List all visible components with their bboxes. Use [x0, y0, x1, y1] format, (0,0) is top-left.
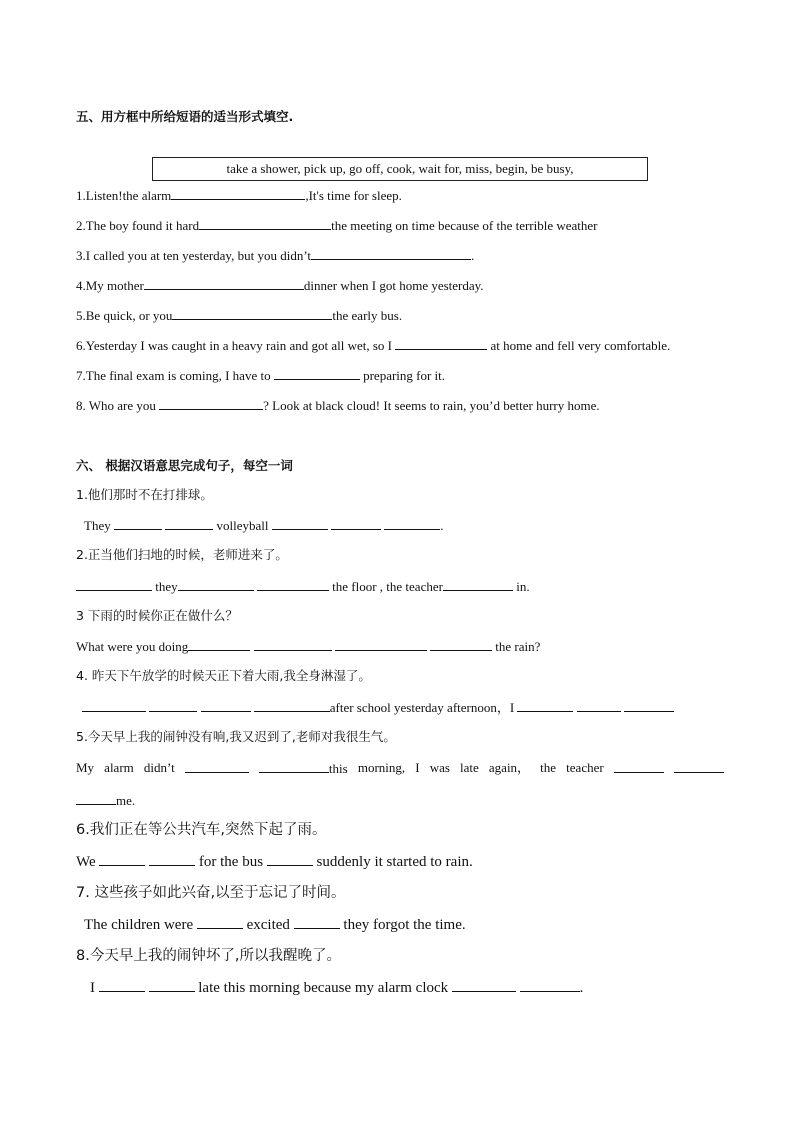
blank[interactable]	[114, 517, 162, 530]
q2-chinese: 2.正当他们扫地的时候，老师进来了。	[76, 547, 288, 562]
blank[interactable]	[259, 760, 329, 773]
blank[interactable]	[165, 517, 213, 530]
q1-chinese: 1.他们那时不在打排球。	[76, 487, 213, 502]
s5-item-4: 4.My mother dinner when I got home yesterday.	[76, 278, 484, 293]
blank[interactable]	[452, 979, 516, 992]
q1-english: They volleyball .	[84, 518, 444, 533]
blank[interactable]	[76, 792, 116, 805]
blank[interactable]	[331, 517, 381, 530]
blank[interactable]	[159, 397, 263, 410]
s5-item-8: 8. Who are you ? Look at black cloud! It seems to rain, you’d better hurry home.	[76, 398, 600, 413]
q2-english: they the floor , the teacher in.	[76, 578, 530, 595]
blank[interactable]	[311, 247, 471, 260]
blank[interactable]	[335, 638, 427, 651]
word-box: take a shower, pick up, go off, cook, wait for, miss, begin, be busy,	[152, 157, 648, 181]
s5-item-2: 2.The boy found it hard the meeting on time because of the terrible weather	[76, 218, 598, 233]
blank[interactable]	[384, 517, 440, 530]
blank[interactable]	[674, 760, 724, 773]
blank[interactable]	[178, 578, 254, 591]
q5-english-cont: me.	[76, 792, 135, 809]
q5-english: My alarm didn’t this morning, I was late again， the teacher	[76, 760, 724, 777]
q7-english: The children were excited they forgot the time.	[84, 917, 466, 933]
q3-english: What were you doing the rain?	[76, 639, 541, 654]
section6-title: 六、 根据汉语意思完成句子，每空一词	[76, 458, 293, 473]
blank[interactable]	[171, 187, 305, 200]
blank[interactable]	[624, 699, 674, 712]
blank[interactable]	[254, 638, 332, 651]
blank[interactable]	[99, 853, 145, 866]
blank[interactable]	[197, 916, 243, 929]
section5-title: 五、用方框中所给短语的适当形式填空.	[76, 109, 294, 124]
q7-chinese: 7. 这些孩子如此兴奋,以至于忘记了时间。	[76, 885, 346, 901]
s5-item-5: 5.Be quick, or you the early bus.	[76, 308, 403, 323]
blank[interactable]	[614, 760, 664, 773]
q4-chinese: 4. 昨天下午放学的时候天正下着大雨,我全身淋湿了。	[76, 668, 371, 683]
blank[interactable]	[517, 699, 573, 712]
blank[interactable]	[577, 699, 621, 712]
blank[interactable]	[188, 638, 250, 651]
q8-english: I late this morning because my alarm clock .	[90, 980, 584, 996]
blank[interactable]	[395, 337, 487, 350]
blank[interactable]	[185, 760, 249, 773]
blank[interactable]	[272, 517, 328, 530]
blank[interactable]	[267, 853, 313, 866]
q6-english: We for the bus suddenly it started to rain.	[76, 854, 473, 870]
blank[interactable]	[76, 578, 152, 591]
s5-item-7: 7.The final exam is coming, I have to preparing for it.	[76, 368, 446, 383]
q5-chinese: 5.今天早上我的闹钟没有响,我又迟到了,老师对我很生气。	[76, 729, 396, 744]
q3-chinese: 3 下雨的时候你正在做什么？	[76, 608, 238, 623]
blank[interactable]	[149, 979, 195, 992]
blank[interactable]	[274, 367, 360, 380]
q4-english: after school yesterday afternoon，I	[82, 699, 674, 716]
blank[interactable]	[257, 578, 329, 591]
q8-chinese: 8.今天早上我的闹钟坏了,所以我醒晚了。	[76, 948, 341, 964]
blank[interactable]	[294, 916, 340, 929]
blank[interactable]	[144, 277, 304, 290]
blank[interactable]	[430, 638, 492, 651]
blank[interactable]	[99, 979, 145, 992]
s5-item-1: 1.Listen!the alarm ,It's time for sleep.	[76, 188, 402, 203]
s5-item-6: 6.Yesterday I was caught in a heavy rain and got all wet, so I at home and fell very comfortable.	[76, 338, 671, 353]
blank[interactable]	[520, 979, 580, 992]
blank[interactable]	[149, 699, 197, 712]
blank[interactable]	[172, 307, 332, 320]
blank[interactable]	[149, 853, 195, 866]
blank[interactable]	[201, 699, 251, 712]
blank[interactable]	[82, 699, 146, 712]
s5-item-3: 3.I called you at ten yesterday, but you didn’t .	[76, 248, 475, 263]
blank[interactable]	[254, 699, 330, 712]
q6-chinese: 6.我们正在等公共汽车,突然下起了雨。	[76, 822, 327, 838]
blank[interactable]	[199, 217, 331, 230]
blank[interactable]	[443, 578, 513, 591]
